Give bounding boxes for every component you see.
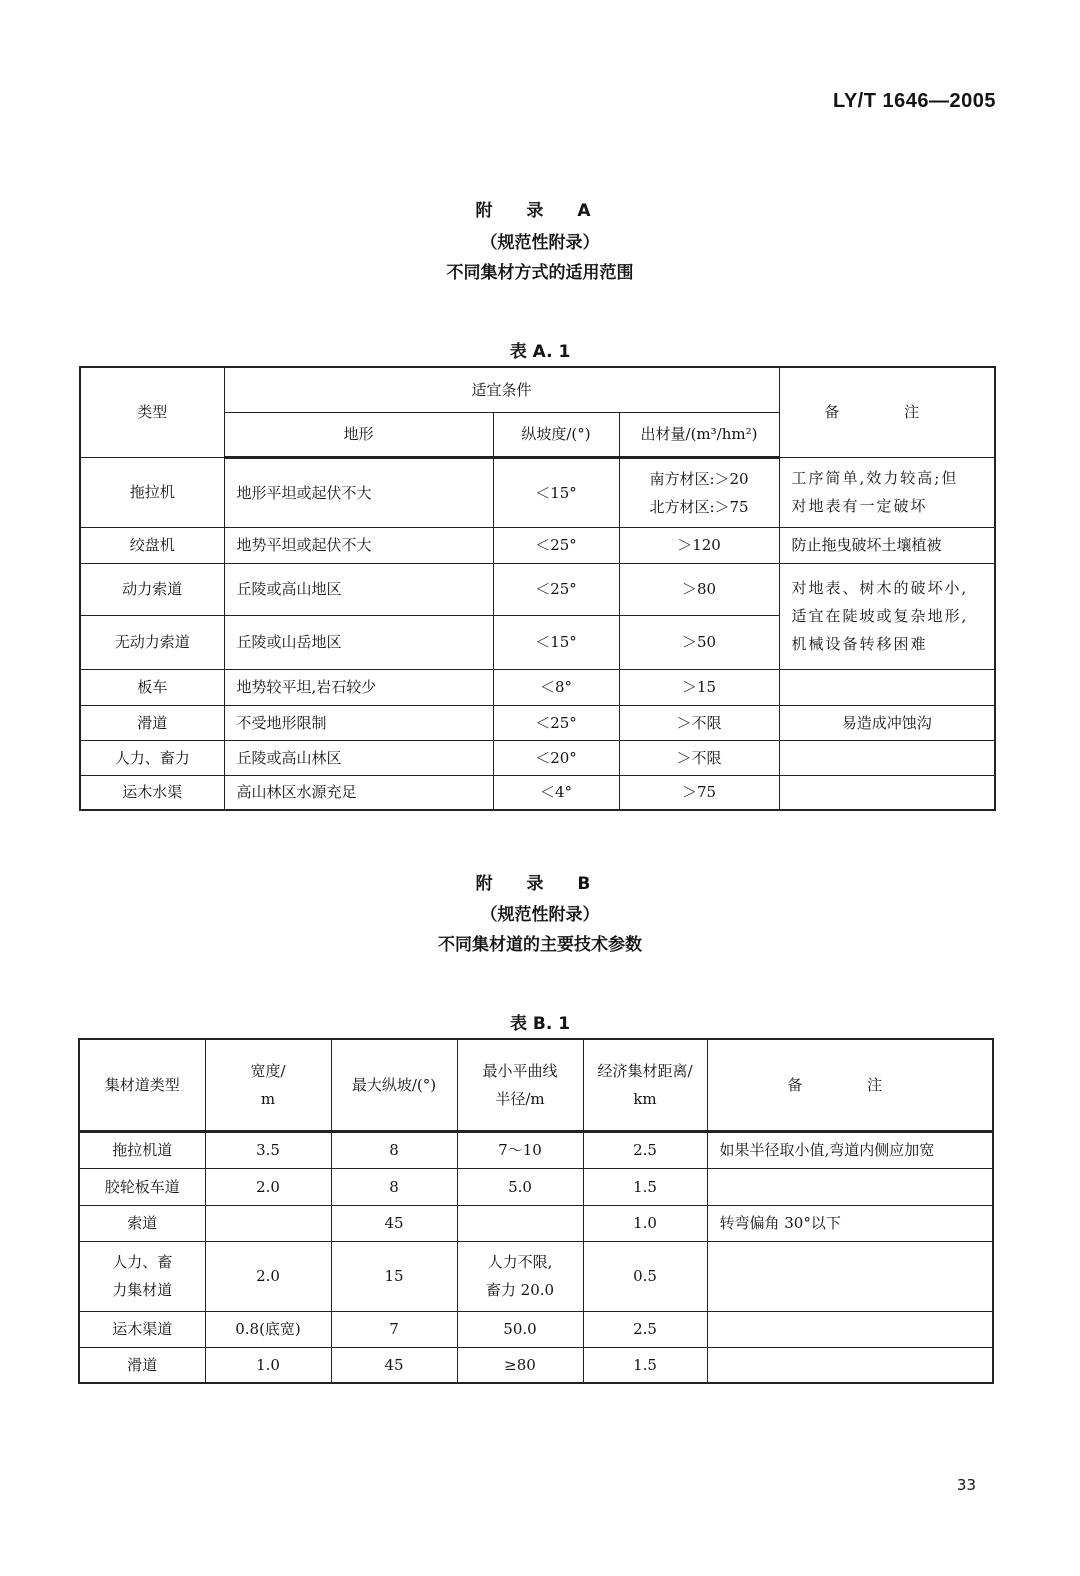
cell-width: 2.0	[205, 1168, 331, 1205]
cell-radius: ≥80	[457, 1347, 583, 1383]
cell-slope: ＜20°	[493, 740, 619, 775]
table-a1	[79, 366, 996, 811]
table-b1	[78, 1038, 994, 1384]
cell-volume: ＞15	[619, 669, 779, 705]
cell-distance: 2.5	[583, 1311, 707, 1347]
cell-road-type	[79, 1241, 205, 1311]
cell-distance: 2.5	[583, 1131, 707, 1168]
table-row	[79, 1131, 993, 1168]
cell-note	[779, 457, 995, 527]
cell-note-line: 适宜在陡坡或复杂地形,	[791, 607, 969, 625]
table-row	[80, 457, 995, 527]
cell-type: 滑道	[80, 705, 224, 740]
col-header-volume: 出材量/(m³/hm²)	[619, 412, 779, 457]
cell-radius	[457, 1241, 583, 1311]
appendix-b-heading: 不同集材道的主要技术参数	[438, 935, 642, 955]
table-row	[80, 563, 995, 615]
appendix-b-title: 附 录 B	[475, 874, 605, 894]
cell-radius: 5.0	[457, 1168, 583, 1205]
cell-terrain: 丘陵或山岳地区	[224, 615, 493, 669]
col-header-conditions: 适宜条件	[224, 367, 779, 412]
cell-note-line: 机械设备转移困难	[791, 635, 928, 653]
cell-terrain: 高山林区水源充足	[224, 775, 493, 810]
cell-note: 如果半径取小值,弯道内侧应加宽	[707, 1131, 993, 1168]
table-row	[79, 1311, 993, 1347]
cell-slope: ＜15°	[493, 457, 619, 527]
cell-width: 0.8(底宽)	[205, 1311, 331, 1347]
cell-volume-line: 北方材区:＞75	[649, 497, 749, 516]
cell-note: 易造成冲蚀沟	[779, 705, 995, 740]
cell-max-slope: 45	[331, 1347, 457, 1383]
table-row	[79, 1168, 993, 1205]
cell-type: 动力索道	[80, 563, 224, 615]
cell-road-type: 拖拉机道	[79, 1131, 205, 1168]
cell-road-type: 滑道	[79, 1347, 205, 1383]
cell-radius	[457, 1205, 583, 1241]
table-row	[80, 740, 995, 775]
cell-distance: 1.5	[583, 1168, 707, 1205]
cell-note-line: 对地表、树木的破坏小,	[791, 579, 969, 597]
cell-note-merged	[779, 563, 995, 669]
cell-road-type: 胶轮板车道	[79, 1168, 205, 1205]
cell-note-line: 对地表有一定破坏	[791, 497, 928, 515]
cell-volume: ＞80	[619, 563, 779, 615]
cell-width	[205, 1205, 331, 1241]
cell-width: 1.0	[205, 1347, 331, 1383]
cell-slope: ＜4°	[493, 775, 619, 810]
col-header-distance	[583, 1039, 707, 1131]
table-row	[80, 775, 995, 810]
cell-note-line: 工序简单,效力较高;但	[791, 469, 959, 487]
table-row	[80, 705, 995, 740]
page-number: 33	[956, 1476, 976, 1494]
cell-terrain: 地形平坦或起伏不大	[224, 457, 493, 527]
col-header-road-type: 集材道类型	[79, 1039, 205, 1131]
appendix-a-title: 附 录 A	[475, 201, 605, 221]
cell-radius-line: 人力不限,	[487, 1253, 553, 1271]
cell-max-slope: 45	[331, 1205, 457, 1241]
table-a1-caption: 表 A. 1	[509, 342, 571, 362]
col-header-radius-unit: 半径/m	[495, 1089, 545, 1108]
cell-note	[707, 1168, 993, 1205]
cell-note	[779, 669, 995, 705]
cell-max-slope: 15	[331, 1241, 457, 1311]
cell-terrain: 丘陵或高山林区	[224, 740, 493, 775]
cell-type: 绞盘机	[80, 527, 224, 563]
cell-note	[707, 1311, 993, 1347]
cell-max-slope: 7	[331, 1311, 457, 1347]
col-header-type: 类型	[80, 367, 224, 457]
col-header-radius-line: 最小平曲线	[482, 1061, 558, 1080]
table-row	[79, 1241, 993, 1311]
table-row	[80, 527, 995, 563]
cell-distance: 1.5	[583, 1347, 707, 1383]
table-row	[79, 1347, 993, 1383]
cell-type: 运木水渠	[80, 775, 224, 810]
col-header-notes: 备 注	[707, 1039, 993, 1131]
cell-volume: ＞120	[619, 527, 779, 563]
cell-type: 无动力索道	[80, 615, 224, 669]
cell-volume: ＞不限	[619, 740, 779, 775]
cell-max-slope: 8	[331, 1168, 457, 1205]
cell-road-type: 索道	[79, 1205, 205, 1241]
cell-note	[707, 1347, 993, 1383]
cell-slope: ＜8°	[493, 669, 619, 705]
cell-road-type-line: 人力、畜	[112, 1253, 173, 1271]
col-header-width-line: 宽度/	[250, 1061, 286, 1080]
cell-note: 转弯偏角 30°以下	[707, 1205, 993, 1241]
appendix-a-heading: 不同集材方式的适用范围	[446, 263, 634, 283]
cell-distance: 1.0	[583, 1205, 707, 1241]
cell-slope: ＜25°	[493, 527, 619, 563]
standard-code: LY/T 1646—2005	[832, 90, 996, 112]
cell-volume-line: 南方材区:＞20	[649, 469, 749, 488]
table-row	[79, 1205, 993, 1241]
cell-terrain: 不受地形限制	[224, 705, 493, 740]
cell-max-slope: 8	[331, 1131, 457, 1168]
cell-type: 板车	[80, 669, 224, 705]
cell-slope: ＜25°	[493, 563, 619, 615]
cell-road-type: 运木渠道	[79, 1311, 205, 1347]
table-b1-caption: 表 B. 1	[509, 1014, 571, 1034]
cell-road-type-line: 力集材道	[112, 1281, 173, 1299]
appendix-a-subtitle: （规范性附录）	[480, 233, 600, 253]
cell-volume: ＞50	[619, 615, 779, 669]
cell-terrain: 地势较平坦,岩石较少	[224, 669, 493, 705]
cell-type: 人力、畜力	[80, 740, 224, 775]
cell-note	[779, 775, 995, 810]
cell-volume	[619, 457, 779, 527]
cell-radius-line: 畜力 20.0	[485, 1281, 555, 1299]
cell-slope: ＜15°	[493, 615, 619, 669]
table-row	[80, 669, 995, 705]
cell-note: 防止拖曳破坏土壤植被	[779, 527, 995, 563]
col-header-slope: 纵坡度/(°)	[493, 412, 619, 457]
cell-radius: 50.0	[457, 1311, 583, 1347]
col-header-distance-unit: km	[633, 1089, 657, 1108]
appendix-b-subtitle: （规范性附录）	[480, 905, 600, 925]
table-a1-header-row	[80, 367, 995, 412]
cell-note	[707, 1241, 993, 1311]
col-header-distance-line: 经济集材距离/	[597, 1061, 693, 1080]
cell-volume: ＞不限	[619, 705, 779, 740]
cell-radius: 7～10	[457, 1131, 583, 1168]
table-b1-header-row	[79, 1039, 993, 1131]
cell-slope: ＜25°	[493, 705, 619, 740]
cell-width: 3.5	[205, 1131, 331, 1168]
col-header-width	[205, 1039, 331, 1131]
cell-terrain: 地势平坦或起伏不大	[224, 527, 493, 563]
cell-distance: 0.5	[583, 1241, 707, 1311]
col-header-terrain: 地形	[224, 412, 493, 457]
col-header-max-slope: 最大纵坡/(°)	[331, 1039, 457, 1131]
cell-width: 2.0	[205, 1241, 331, 1311]
col-header-radius	[457, 1039, 583, 1131]
cell-type: 拖拉机	[80, 457, 224, 527]
col-header-notes: 备 注	[779, 367, 995, 457]
cell-volume: ＞75	[619, 775, 779, 810]
cell-note	[779, 740, 995, 775]
cell-terrain: 丘陵或高山地区	[224, 563, 493, 615]
col-header-width-unit: m	[260, 1089, 276, 1108]
